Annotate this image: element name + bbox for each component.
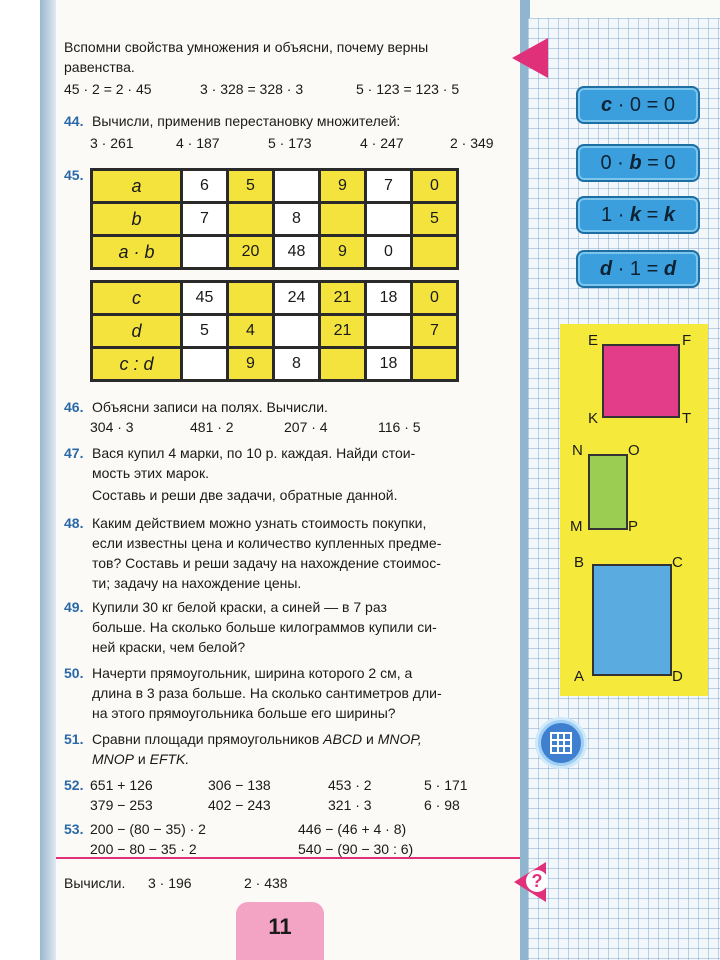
table-cell: 18 <box>366 348 412 381</box>
formula-operator: · <box>612 258 630 280</box>
intro-line-1: Вспомни свойства умножения и объясни, почему верны <box>64 39 429 55</box>
rectangle-mnop <box>588 454 628 530</box>
formula-equals: = <box>641 152 665 174</box>
table-row <box>92 170 458 203</box>
exercise-51-and-2: и <box>137 751 146 767</box>
table-cell: 0 <box>366 236 412 269</box>
exercise-number-53: 53. <box>64 821 84 837</box>
ex44-item-1: 3 · 261 <box>90 135 134 151</box>
exercise-48-line-3: тов? Составь и реши задачу на нахождение стоимос- <box>92 555 441 571</box>
table-row <box>92 203 458 236</box>
exercise-51-and-1: и <box>365 731 374 747</box>
intro-line-2: равенства. <box>64 59 135 75</box>
table-cell: 20 <box>228 236 274 269</box>
table-cell <box>228 282 274 315</box>
formula-1-times-k <box>576 196 700 234</box>
table-cell <box>320 348 366 381</box>
formula-term: 1 <box>629 258 642 280</box>
table-cell: 5 <box>182 315 228 348</box>
ex46-item-2: 481 · 2 <box>190 419 234 435</box>
exercise-number-47: 47. <box>64 445 84 461</box>
exercise-number-48: 48. <box>64 515 84 531</box>
formula-equals: = <box>641 258 664 280</box>
footer-item-1: 3 · 196 <box>148 875 192 891</box>
exercise-46-text: Объясни записи на полях. Вычисли. <box>92 399 328 415</box>
table-row <box>92 282 458 315</box>
table-cell: 21 <box>320 315 366 348</box>
exercise-49-line-1: Купили 30 кг белой краски, а синей — в 7 раз <box>92 599 387 615</box>
exercise-47-line-3: Составь и реши две задачи, обратные данной. <box>92 487 398 503</box>
exercise-50-line-1: Начерти прямоугольник, ширина которого 2 см, а <box>92 665 413 681</box>
rect-mnop-label: MNOP, <box>377 731 422 747</box>
exercise-number-50: 50. <box>64 665 84 681</box>
table-cell: 7 <box>366 170 412 203</box>
exercise-number-44: 44. <box>64 113 84 129</box>
table-cell <box>228 203 274 236</box>
exercise-number-52: 52. <box>64 777 84 793</box>
table-cell <box>366 315 412 348</box>
formula-term: 0 <box>600 152 612 174</box>
table-cell <box>182 348 228 381</box>
formula-equals: = <box>641 204 664 226</box>
page-binding-strip <box>40 0 56 960</box>
table-cell: 48 <box>274 236 320 269</box>
row-header-b: b <box>92 203 182 236</box>
formula-result: d <box>663 258 677 280</box>
ex44-item-2: 4 · 187 <box>176 135 220 151</box>
exercise-50-line-3: на этого прямоугольника больше его ширины? <box>92 705 396 721</box>
ex52-c3-r1: 453 · 2 <box>328 777 372 793</box>
table-cell: 5 <box>228 170 274 203</box>
exercise-47-line-2: мость этих марок. <box>92 465 209 481</box>
formula-term: 1 <box>601 204 613 226</box>
table-cell: 8 <box>274 203 320 236</box>
ex52-c4-r1: 5 · 171 <box>424 777 468 793</box>
rect-abcd-label: ABCD <box>323 731 363 747</box>
vertex-label-f: F <box>682 332 692 349</box>
ex52-c1-r2: 379 − 253 <box>90 797 153 813</box>
exercise-number-51: 51. <box>64 731 84 747</box>
ex44-item-3: 5 · 173 <box>268 135 312 151</box>
vertex-label-a: A <box>574 668 585 685</box>
table-cell: 0 <box>412 170 458 203</box>
page-number: 11 <box>236 902 324 960</box>
table-row <box>92 236 458 269</box>
exercise-49-line-2: больше. На сколько больше килограммов купили си- <box>92 619 437 635</box>
vertex-label-m: M <box>570 518 583 535</box>
exercise-51-line-2 <box>92 750 189 768</box>
ex53-c2-r2: 540 − (90 − 30 : 6) <box>298 841 414 857</box>
exercise-50-line-2: длина в 3 раза больше. На сколько сантиметров дли- <box>92 685 442 701</box>
table-row <box>92 315 458 348</box>
exercise-48-line-1: Каким действием можно узнать стоимость покупки, <box>92 515 427 531</box>
intro-equation-1: 45 · 2 = 2 · 45 <box>64 81 152 97</box>
ex44-item-5: 2 · 349 <box>450 135 494 151</box>
table-cell <box>182 236 228 269</box>
vertex-label-p: P <box>628 518 639 535</box>
table-cell: 8 <box>274 348 320 381</box>
table-cell: 9 <box>320 170 366 203</box>
exercise-44-text: Вычисли, применив перестановку множителей: <box>92 113 401 129</box>
exercise-number-45: 45. <box>64 167 84 183</box>
formula-operator: · <box>611 152 630 174</box>
formula-term: c <box>601 94 613 116</box>
table-cell: 4 <box>228 315 274 348</box>
vertex-label-k: K <box>588 410 599 427</box>
table-cell: 0 <box>412 282 458 315</box>
table-cell <box>274 315 320 348</box>
table-a-b-product <box>90 168 459 270</box>
formula-operator: · <box>612 94 630 116</box>
footer-item-2: 2 · 438 <box>244 875 288 891</box>
formula-operator: · <box>612 204 630 226</box>
table-cell: 24 <box>274 282 320 315</box>
table-cell <box>274 170 320 203</box>
formula-c-times-0 <box>576 86 700 124</box>
table-cell <box>412 348 458 381</box>
formula-term: 0 <box>629 94 642 116</box>
footer-label: Вычисли. <box>64 875 126 891</box>
table-cell: 45 <box>182 282 228 315</box>
ex52-c2-r1: 306 − 138 <box>208 777 271 793</box>
exercise-47-line-1: Вася купил 4 марки, по 10 р. каждая. Найди стои- <box>92 445 416 461</box>
vertex-label-b: B <box>574 554 585 571</box>
row-header-a: a <box>92 170 182 203</box>
exercise-49-line-3: ней краски, чем белой? <box>92 639 246 655</box>
table-cell <box>366 203 412 236</box>
table-cell: 21 <box>320 282 366 315</box>
formula-term: k <box>629 204 642 226</box>
table-cell: 7 <box>412 315 458 348</box>
row-header-d: d <box>92 315 182 348</box>
formula-result: 0 <box>664 152 676 174</box>
table-cell: 9 <box>228 348 274 381</box>
rectangle-eftk <box>602 344 680 418</box>
ex46-item-3: 207 · 4 <box>284 419 328 435</box>
exercise-51-text: Сравни площади прямоугольников <box>92 731 320 747</box>
table-cell <box>412 236 458 269</box>
rect-eftk-label: EFTK. <box>149 751 190 767</box>
ex44-item-4: 4 · 247 <box>360 135 404 151</box>
rect-mnop-label-2: MNOP <box>92 751 134 767</box>
exercise-48-line-2: если известны цена и количество купленных предме- <box>92 535 442 551</box>
ex46-item-1: 304 · 3 <box>90 419 134 435</box>
vertex-label-d: D <box>672 668 683 685</box>
vertex-label-n: N <box>572 442 583 459</box>
row-header-c: c <box>92 282 182 315</box>
formula-result: k <box>663 204 675 226</box>
formula-equals: = <box>641 94 664 116</box>
row-header-a-times-b: a · b <box>92 236 182 269</box>
table-cell: 5 <box>412 203 458 236</box>
ex46-item-4: 116 · 5 <box>378 419 421 435</box>
vertex-label-e: E <box>588 332 599 349</box>
rectangle-abcd <box>592 564 672 676</box>
ex52-c4-r2: 6 · 98 <box>424 797 460 813</box>
exercise-51-line-1 <box>92 730 422 748</box>
exercise-number-46: 46. <box>64 399 84 415</box>
ex53-c1-r1: 200 − (80 − 35) · 2 <box>90 821 206 837</box>
exercise-48-line-4: ти; задачу на нахождение цены. <box>92 575 302 591</box>
ex52-c3-r2: 321 · 3 <box>328 797 372 813</box>
vertex-label-c: C <box>672 554 683 571</box>
formula-0-times-b <box>576 144 700 182</box>
table-cell <box>320 203 366 236</box>
table-cell: 9 <box>320 236 366 269</box>
row-header-c-div-d: c : d <box>92 348 182 381</box>
formula-term: b <box>629 152 642 174</box>
formula-d-times-1 <box>576 250 700 288</box>
question-icon: ? <box>526 870 548 892</box>
ex52-c1-r1: 651 + 126 <box>90 777 153 793</box>
vertex-label-o: O <box>628 442 640 459</box>
ex53-c2-r1: 446 − (46 + 4 · 8) <box>298 821 407 837</box>
table-cell: 6 <box>182 170 228 203</box>
intro-equation-3: 5 · 123 = 123 · 5 <box>356 81 460 97</box>
intro-equation-2: 3 · 328 = 328 · 3 <box>200 81 304 97</box>
vertex-label-t: T <box>682 410 692 427</box>
section-divider <box>56 857 520 859</box>
table-c-d-quotient <box>90 280 459 382</box>
ex53-c1-r2: 200 − 80 − 35 · 2 <box>90 841 197 857</box>
grid-icon <box>538 720 584 766</box>
exercise-number-49: 49. <box>64 599 84 615</box>
table-cell: 18 <box>366 282 412 315</box>
formula-result: 0 <box>663 94 675 116</box>
ex52-c2-r2: 402 − 243 <box>208 797 271 813</box>
table-row <box>92 348 458 381</box>
formula-term: d <box>599 258 613 280</box>
table-cell: 7 <box>182 203 228 236</box>
